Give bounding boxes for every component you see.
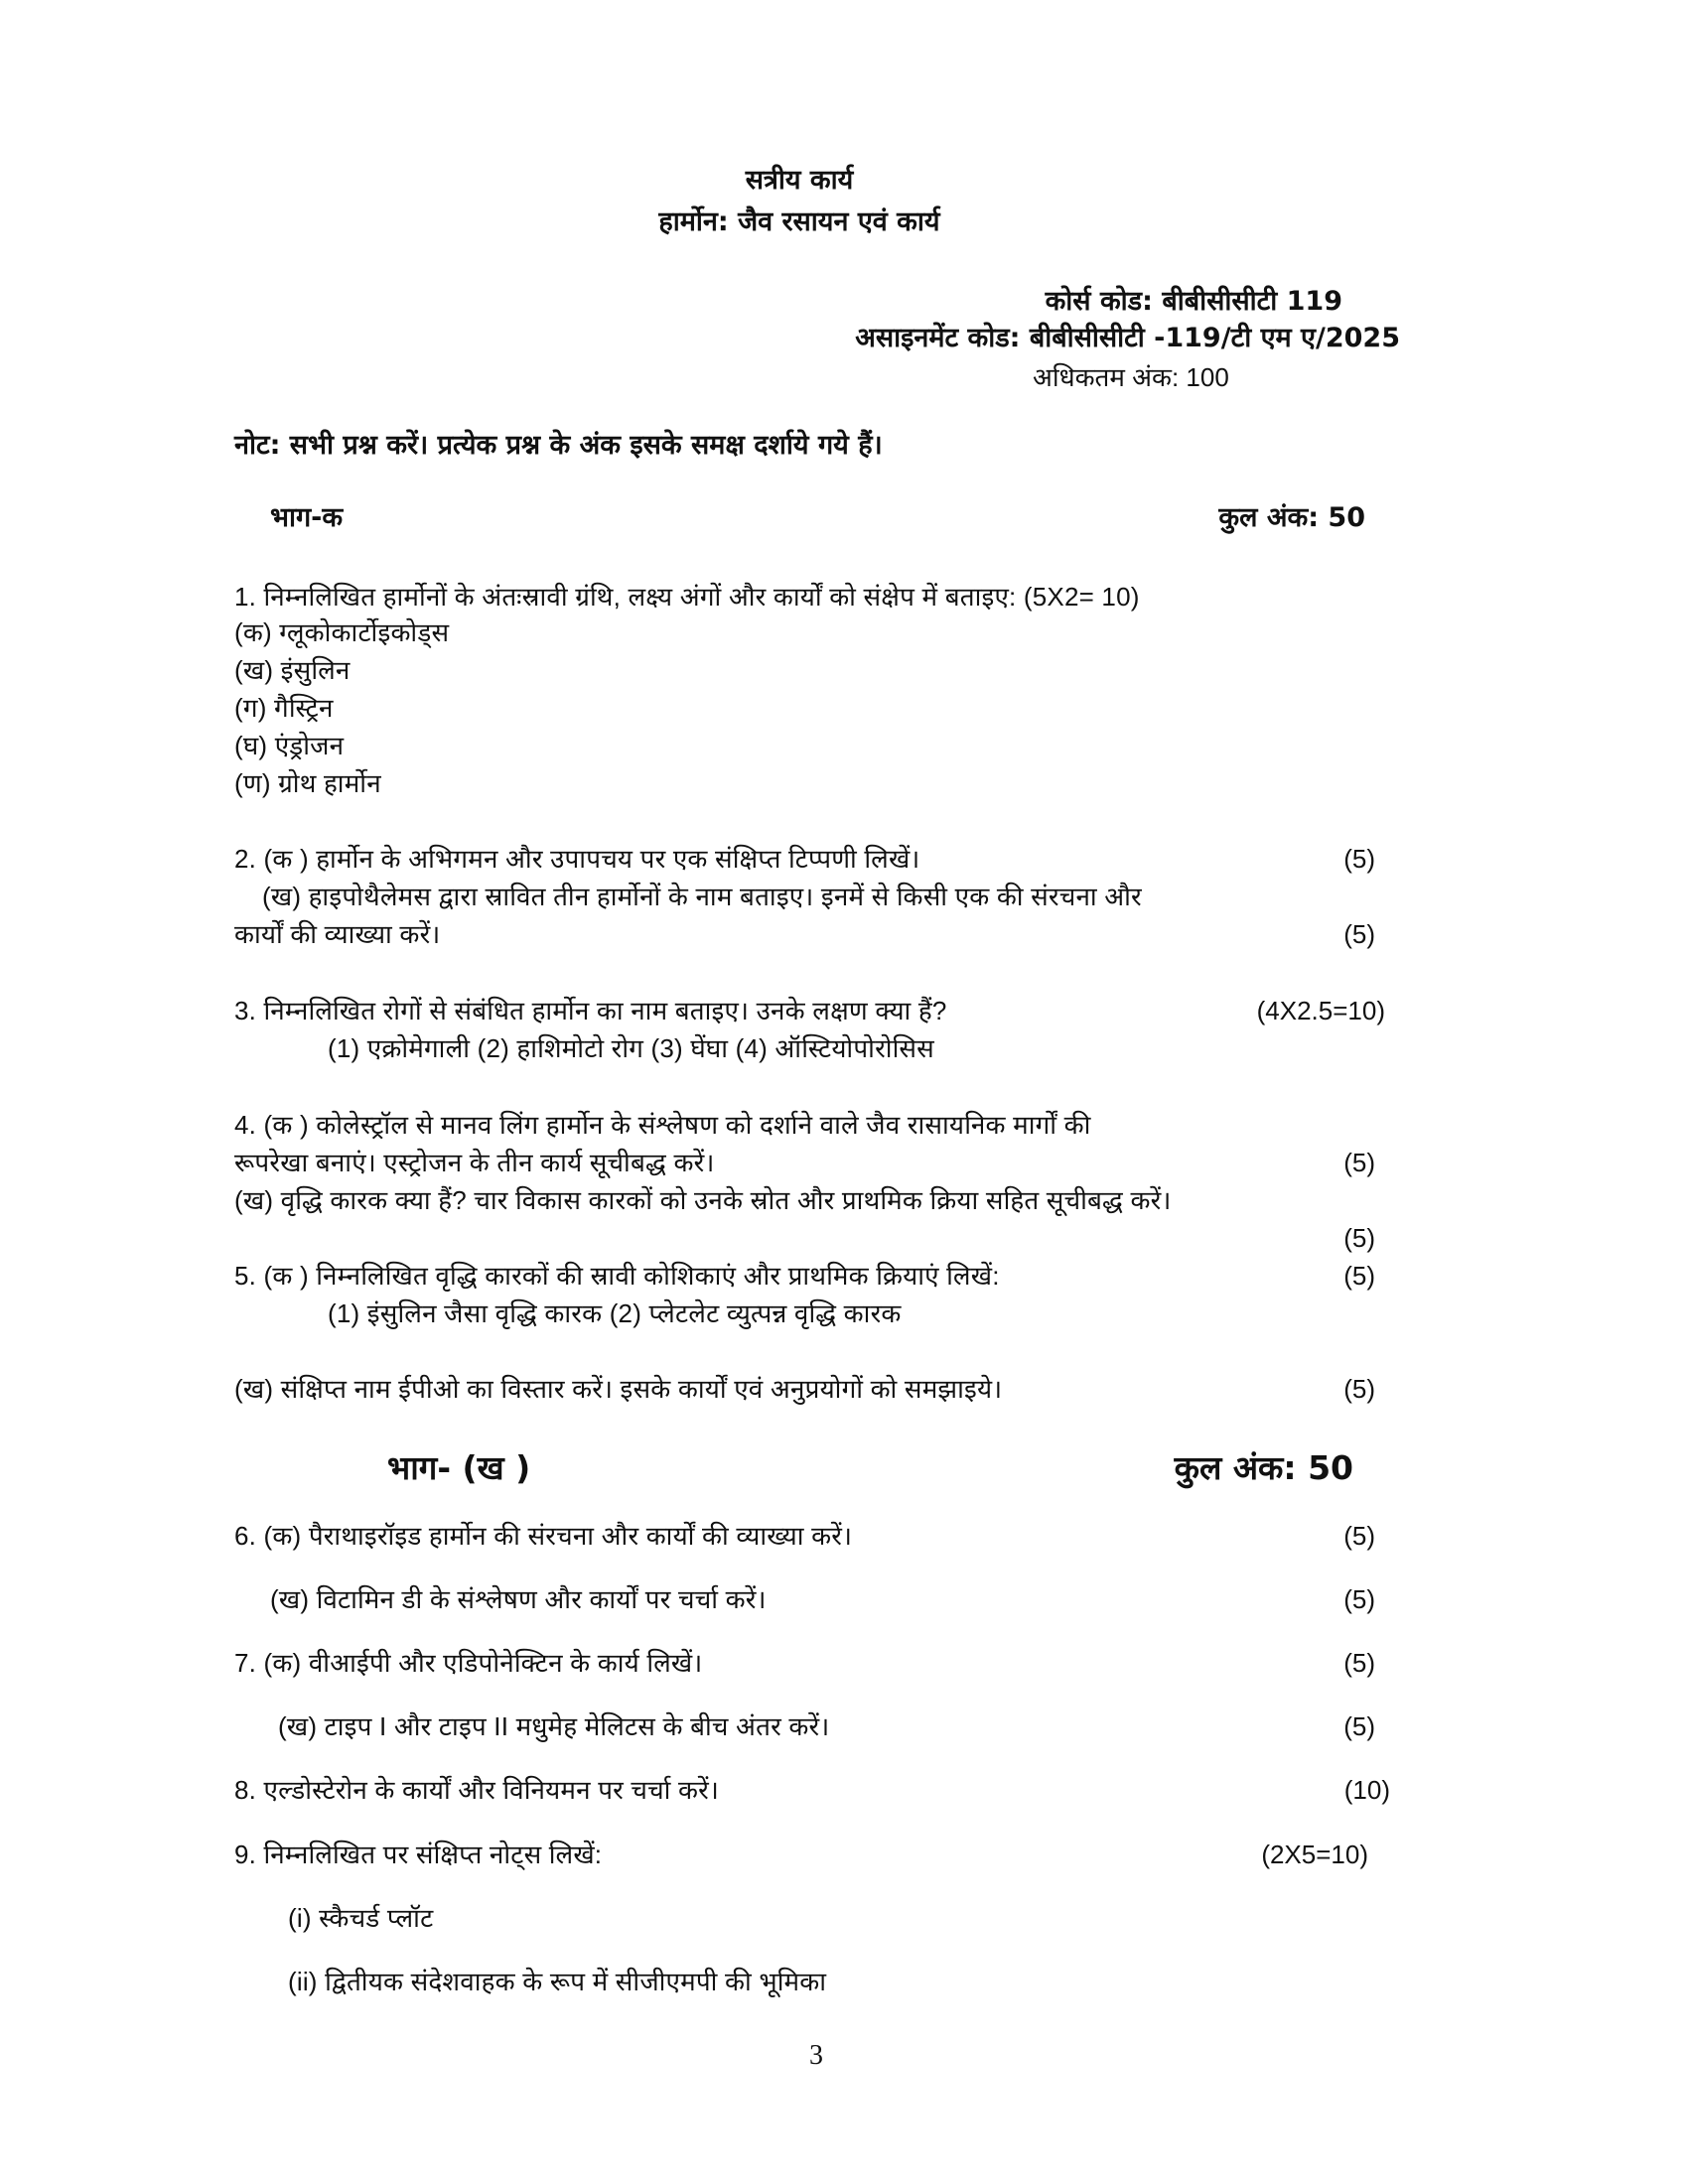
assignment-code: असाइनमेंट कोड: बीबीसीसीटी -119/टी एम ए/2025	[855, 323, 1400, 353]
q5a-marks: (5)	[1343, 1261, 1375, 1291]
q9-item: (ii) द्वितीयक संदेशवाहक के रूप में सीजीएमपी की भूमिका	[288, 1967, 827, 1996]
question-6b: (ख) विटामिन डी के संश्लेषण और कार्यों पर चर्चा करें।	[270, 1584, 767, 1614]
question-6a: 6. (क) पैराथाइरॉइड हार्मोन की संरचना और कार्यों की व्याख्या करें।	[234, 1521, 853, 1551]
instructions-note: नोट: सभी प्रश्न करें। प्रत्येक प्रश्न के अंक इसके समक्ष दर्शाये गये हैं।	[234, 430, 883, 461]
q3-marks: (4X2.5=10)	[1256, 996, 1385, 1025]
q4b-marks: (5)	[1343, 1223, 1375, 1253]
q7a-marks: (5)	[1343, 1648, 1375, 1678]
course-title: हार्मोन: जैव रसायन एवं कार्य	[658, 206, 940, 237]
page-number: 3	[809, 2040, 823, 2071]
question-5a: 5. (क ) निम्नलिखित वृद्धि कारकों की स्रावी कोशिकाएं और प्राथमिक क्रियाएं लिखें:	[234, 1261, 1000, 1291]
question-2b: (ख) हाइपोथैलेमस द्वारा स्रावित तीन हार्मोनों के नाम बताइए। इनमें से किसी एक की संरचना और	[262, 882, 1142, 911]
q5a-items: (1) इंसुलिन जैसा वृद्धि कारक (2) प्लेटलेट व्युत्पन्न वृद्धि कारक	[328, 1298, 902, 1328]
question-7a: 7. (क) वीआईपी और एडिपोनेक्टिन के कार्य लिखें।	[234, 1648, 703, 1678]
course-code: कोर्स कोड: बीबीसीसीटी 119	[1045, 286, 1342, 317]
q8-marks: (10)	[1343, 1775, 1390, 1805]
q9-item: (i) स्कैचर्ड प्लॉट	[288, 1903, 434, 1933]
section-b-title: भाग- (ख )	[387, 1448, 531, 1487]
question-1: 1. निम्नलिखित हार्मोनों के अंतःस्रावी ग्रंथि, लक्ष्य अंगों और कार्यों को संक्षेप में बताइए: (5X2= 10)	[234, 582, 1140, 612]
question-5b: (ख) संक्षिप्त नाम ईपीओ का विस्तार करें। इसके कार्यों एवं अनुप्रयोगों को समझाइये।	[234, 1374, 1003, 1404]
q1-item: (ख) इंसुलिन	[234, 655, 351, 685]
assignment-title: सत्रीय कार्य	[745, 165, 854, 196]
question-4a: 4. (क ) कोलेस्ट्रॉल से मानव लिंग हार्मोन के संश्लेषण को दर्शाने वाले जैव रासायनिक मार्गों की	[234, 1110, 1091, 1140]
question-7b: (ख) टाइप I और टाइप II मधुमेह मेलिटस के बीच अंतर करें।	[278, 1711, 830, 1741]
q7b-marks: (5)	[1343, 1711, 1375, 1741]
q1-item: (घ) एंड्रोजन	[234, 731, 345, 760]
q5b-marks: (5)	[1343, 1374, 1375, 1404]
question-4a-cont: रूपरेखा बनाएं। एस्ट्रोजन के तीन कार्य सूचीबद्ध करें।	[234, 1148, 715, 1177]
question-8: 8. एल्डोस्टेरोन के कार्यों और विनियमन पर चर्चा करें।	[234, 1775, 720, 1805]
section-a-title: भाग-क	[270, 502, 344, 533]
q6a-marks: (5)	[1343, 1521, 1375, 1551]
question-2a: 2. (क ) हार्मोन के अभिगमन और उपापचय पर एक संक्षिप्त टिप्पणी लिखें।	[234, 844, 920, 874]
section-b-total: कुल अंक: 50	[1174, 1448, 1353, 1487]
max-marks: अधिकतम अंक: 100	[1033, 362, 1229, 392]
section-a-total: कुल अंक: 50	[1218, 502, 1365, 533]
q1-item: (ण) ग्रोथ हार्मोन	[234, 768, 381, 798]
question-2b-cont: कार्यों की व्याख्या करें।	[234, 919, 441, 949]
q6b-marks: (5)	[1343, 1584, 1375, 1614]
q4a-marks: (5)	[1343, 1148, 1375, 1177]
q2a-marks: (5)	[1343, 844, 1375, 874]
q1-item: (क) ग्लूकोकार्टोइकोड्स	[234, 617, 450, 647]
question-9: 9. निम्नलिखित पर संक्षिप्त नोट्स लिखें:	[234, 1840, 603, 1869]
q3-items: (1) एक्रोमेगाली (2) हाशिमोटो रोग (3) घेंघा (4) ऑस्टियोपोरोसिस	[328, 1033, 934, 1063]
question-4b: (ख) वृद्धि कारक क्या हैं? चार विकास कारकों को उनके स्रोत और प्राथमिक क्रिया सहित सूचीबद्ध करें।	[234, 1185, 1172, 1215]
q2b-marks: (5)	[1343, 919, 1375, 949]
q1-item: (ग) गैस्ट्रिन	[234, 693, 334, 723]
q9-marks: (2X5=10)	[1261, 1840, 1368, 1869]
question-3: 3. निम्नलिखित रोगों से संबंधित हार्मोन का नाम बताइए। उनके लक्षण क्या हैं?	[234, 996, 947, 1025]
